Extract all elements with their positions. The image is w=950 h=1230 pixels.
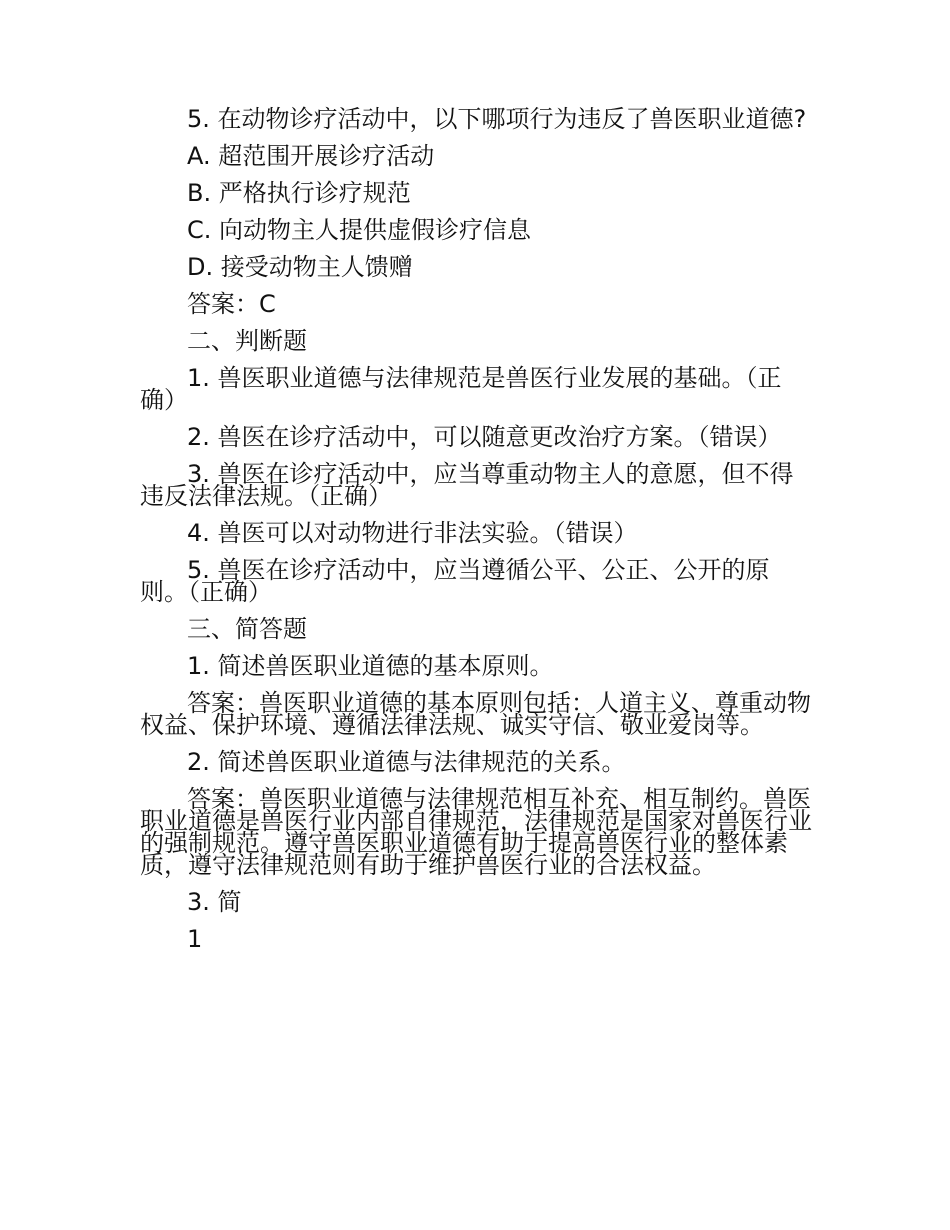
- short-answer-answer-2: 答案：兽医职业道德与法律规范相互补充、相互制约。兽医职业道德是兽医行业内部自律规范，法律规范是国家对兽医行业的强制规范。遵守兽医职业道德有助于提高兽医行业的整体素质，遵守法律规范则有助于维护兽医行业的合法权益。: [140, 785, 812, 879]
- short-answer-answer-1: 答案：兽医职业道德的基本原则包括：人道主义、尊重动物权益、保护环境、遵循法律法规、诚实守信、敬业爱岗等。: [140, 689, 811, 739]
- section-heading-judgment: 二、判断题: [187, 327, 307, 355]
- section-heading-short-answer: 三、简答题: [187, 615, 307, 643]
- question-5: 5. 在动物诊疗活动中，以下哪项行为违反了兽医职业道德?: [187, 105, 807, 133]
- short-answer-question-1: 1. 简述兽医职业道德的基本原则。: [187, 652, 554, 680]
- judgment-item-5: 5. 兽医在诊疗活动中，应当遵循公平、公正、公开的原则。（正确）: [140, 556, 770, 606]
- option-c: C. 向动物主人提供虚假诊疗信息: [187, 216, 532, 244]
- judgment-item-4: 4. 兽医可以对动物进行非法实验。（错误）: [187, 519, 638, 547]
- page-number: 1: [187, 925, 203, 953]
- short-answer-question-3: 3. 简: [187, 888, 242, 916]
- judgment-item-3: 3. 兽医在诊疗活动中，应当尊重动物主人的意愿，但不得违反法律法规。（正确）: [140, 460, 794, 510]
- option-d: D. 接受动物主人馈赠: [187, 253, 413, 281]
- option-b: B. 严格执行诊疗规范: [187, 179, 411, 207]
- document-body: [140, 104, 812, 961]
- judgment-item-2: 2. 兽医在诊疗活动中，可以随意更改治疗方案。（错误）: [187, 423, 782, 451]
- option-a: A. 超范围开展诊疗活动: [187, 142, 435, 170]
- short-answer-question-2: 2. 简述兽医职业道德与法律规范的关系。: [187, 748, 626, 776]
- judgment-item-1: 1. 兽医职业道德与法律规范是兽医行业发展的基础。（正确）: [140, 364, 782, 414]
- answer-5: 答案：C: [187, 290, 276, 318]
